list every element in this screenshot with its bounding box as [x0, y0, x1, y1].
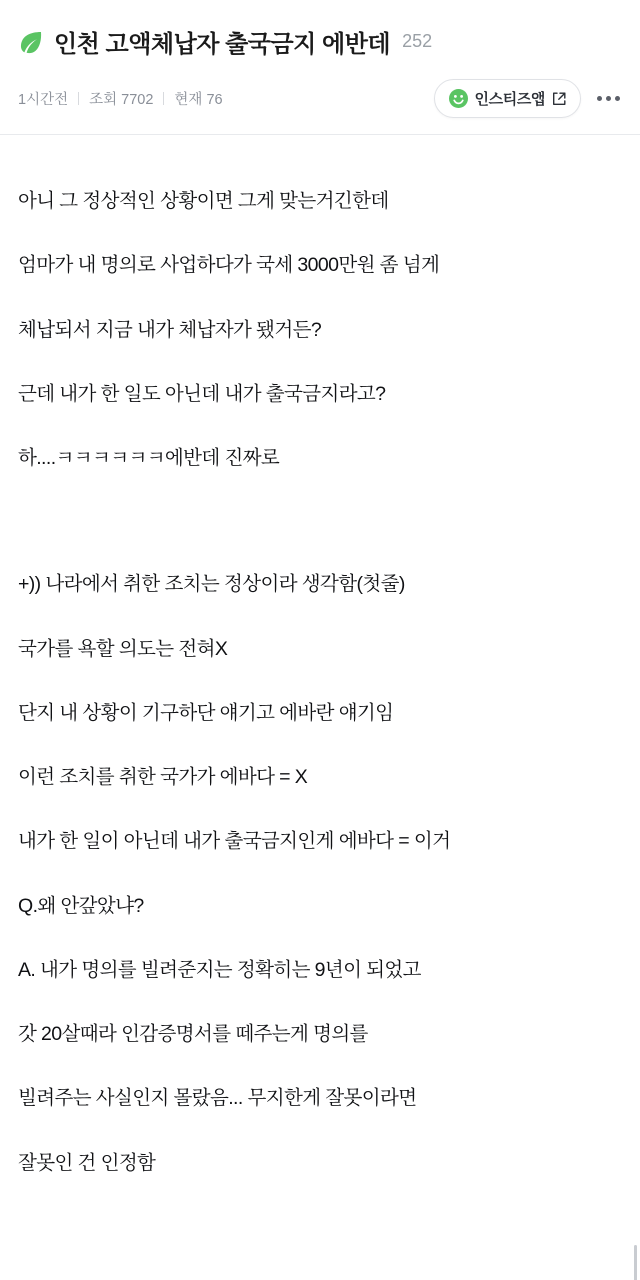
dot — [615, 96, 620, 101]
post-paragraph: 하....ㅋㅋㅋㅋㅋㅋ에반데 진짜로 — [18, 447, 280, 470]
post-paragraph: 국가를 욕할 의도는 전혀X — [18, 637, 228, 660]
vertical-scrollbar[interactable] — [634, 1245, 637, 1280]
meta-divider — [163, 92, 164, 105]
post-paragraph: +)) 나라에서 취한 조치는 정상이라 생각함(첫줄) — [18, 573, 405, 596]
post-meta-row — [18, 79, 622, 134]
more-options-icon[interactable] — [595, 90, 622, 107]
meta-divider — [78, 92, 79, 105]
paragraph-spacer — [18, 508, 622, 570]
leaf-icon — [18, 29, 44, 55]
post-paragraph: 엄마가 내 명의로 사업하다가 국세 3000만원 좀 넘게 — [18, 254, 440, 277]
post-time: 1시간전 — [18, 92, 69, 108]
post-paragraph: 근데 내가 한 일도 아닌데 내가 출국금지라고? — [18, 382, 386, 405]
post-paragraph: 체납되서 지금 내가 체납자가 됐거든? — [18, 318, 322, 341]
post-paragraph: A. 내가 명의를 빌려준지는 정확히는 9년이 되었고 — [18, 958, 421, 981]
comment-count[interactable]: 252 — [402, 31, 433, 51]
header-actions — [434, 79, 622, 118]
post-paragraph: 아니 그 정상적인 상황이면 그게 맞는거긴한데 — [18, 190, 389, 212]
post-paragraph: 단지 내 상황이 기구하단 얘기고 에바란 얘기임 — [18, 701, 394, 724]
post-paragraph: 내가 한 일이 아닌데 내가 출국금지인게 에바다 = 이거 — [18, 830, 451, 853]
smiley-icon — [449, 89, 468, 108]
dot — [606, 96, 611, 101]
post-paragraph: 잘못인 건 인정함 — [18, 1151, 156, 1174]
dot — [597, 96, 602, 101]
post-paragraph: 이런 조치를 취한 국가가 에바다 = X — [18, 766, 308, 789]
open-app-label: 인스티즈앱 — [474, 91, 545, 108]
post-body — [0, 135, 640, 1280]
title-row — [18, 18, 622, 59]
post-header — [0, 0, 640, 134]
view-count: 조회 7702 — [89, 92, 154, 108]
post-paragraph: 갓 20살때라 인감증명서를 떼주는게 명의를 — [18, 1023, 368, 1046]
post-meta — [18, 88, 223, 109]
external-link-icon — [552, 92, 566, 106]
post-paragraph: Q.왜 안갚았냐? — [18, 894, 144, 917]
post-paragraph: 빌려주는 사실인지 몰랐음... 무지한게 잘못이라면 — [18, 1087, 417, 1110]
current-viewers: 현재 76 — [174, 92, 223, 108]
open-app-button[interactable] — [434, 79, 581, 118]
page-title: 인천 고액체납자 출국금지 에반데 — [54, 31, 391, 58]
